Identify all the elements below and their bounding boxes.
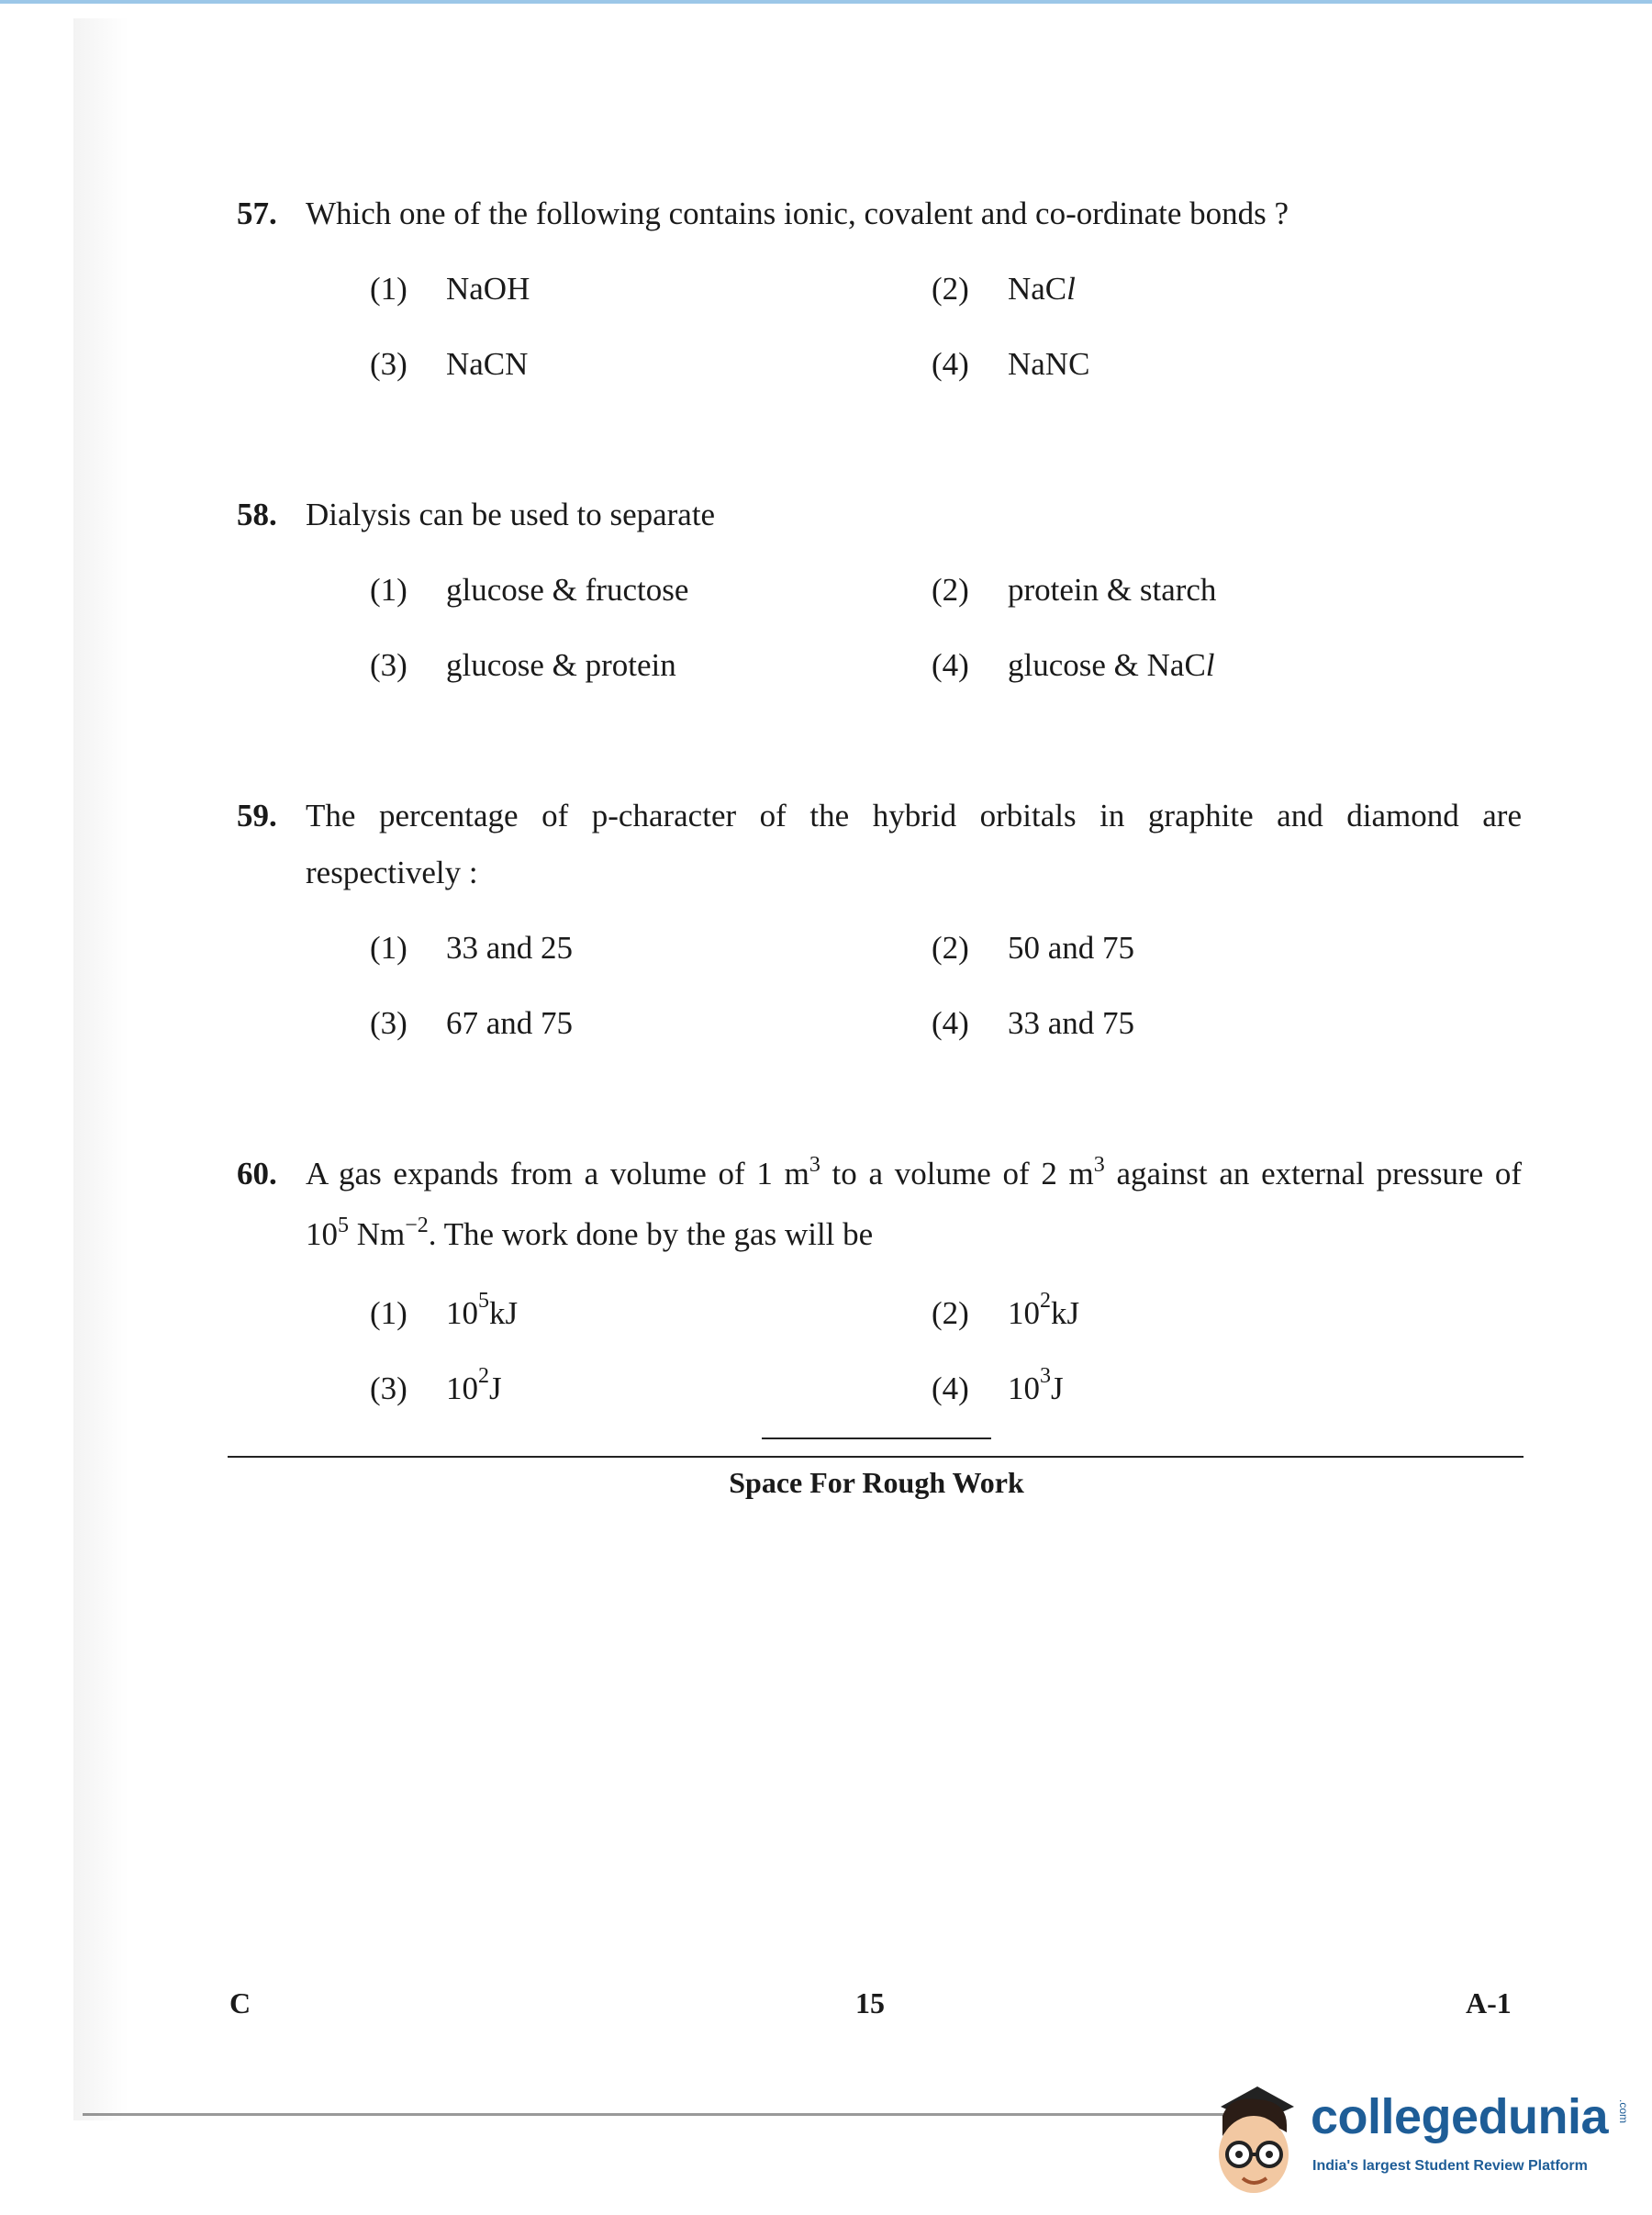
question-60 xyxy=(237,1146,1522,1417)
bottom-edge-line xyxy=(83,2113,1276,2116)
option-2: (2) 50 and 75 xyxy=(932,930,1135,966)
mascot-icon xyxy=(1202,2079,1303,2208)
options-grid xyxy=(370,562,1522,694)
option-1: (1) 33 and 25 xyxy=(370,930,574,966)
question-text: A gas expands from a volume of 1 $m^3$ to a volume of 2 $m^3$ against an external pressure of xyxy=(306,1153,1522,1191)
option-4: (4) 10 3 J xyxy=(932,1364,1064,1406)
question-text-continued: $10^5$ $Nm^{-2}$. The work done by the gas will be xyxy=(306,1214,874,1252)
options-grid xyxy=(370,920,1522,1052)
question-text: Which one of the following contains ionic, covalent and co-ordinate bonds ? xyxy=(306,196,1289,231)
logo-tagline: India's largest Student Review Platform xyxy=(1312,2158,1588,2174)
options-grid xyxy=(370,1285,1522,1417)
question-text: The percentage of p-character of the hybrid orbitals in graphite and diamond are xyxy=(306,798,1522,833)
question-number: 60. xyxy=(237,1156,277,1191)
option-3: (3) glucose & protein xyxy=(370,647,676,683)
question-number: 57. xyxy=(237,196,277,231)
option-2: (2) 10 2 kJ xyxy=(932,1289,1080,1331)
question-number: 59. xyxy=(237,798,277,833)
footer-series: C xyxy=(229,1986,251,2019)
option-1: (1) glucose & fructose xyxy=(370,572,689,608)
option-4: (4) 33 and 75 xyxy=(932,1005,1135,1041)
question-59 xyxy=(237,788,1522,1052)
footer-code: A-1 xyxy=(1466,1986,1512,2019)
rough-work-divider xyxy=(228,1456,1524,1458)
question-text-continued: respectively : xyxy=(306,855,478,890)
option-3: (3) 10 2 J xyxy=(370,1364,502,1406)
logo-wordmark: collegedunia xyxy=(1311,2089,1609,2144)
collegedunia-logo xyxy=(1202,2079,1643,2208)
options-grid xyxy=(370,261,1522,393)
question-text: Dialysis can be used to separate xyxy=(306,497,716,532)
rough-work-label: Space For Rough Work xyxy=(729,1466,1024,1499)
option-3: (3) 67 and 75 xyxy=(370,1005,574,1041)
logo-com: .com xyxy=(1617,2099,1630,2124)
option-3: (3) NaCN xyxy=(370,346,529,382)
option-1: (1) NaOH xyxy=(370,271,530,307)
question-57 xyxy=(237,185,1522,393)
question-58 xyxy=(237,487,1522,694)
question-end-divider xyxy=(762,1438,991,1439)
option-4: (4) NaNC xyxy=(932,346,1090,382)
option-4: (4) glucose & NaC l xyxy=(932,647,1215,683)
question-number: 58. xyxy=(237,497,277,532)
option-2: (2) NaC l xyxy=(932,271,1076,307)
option-2: (2) protein & starch xyxy=(932,572,1217,608)
page-number: 15 xyxy=(855,1986,885,2019)
option-1: (1) 10 5 kJ xyxy=(370,1289,519,1331)
